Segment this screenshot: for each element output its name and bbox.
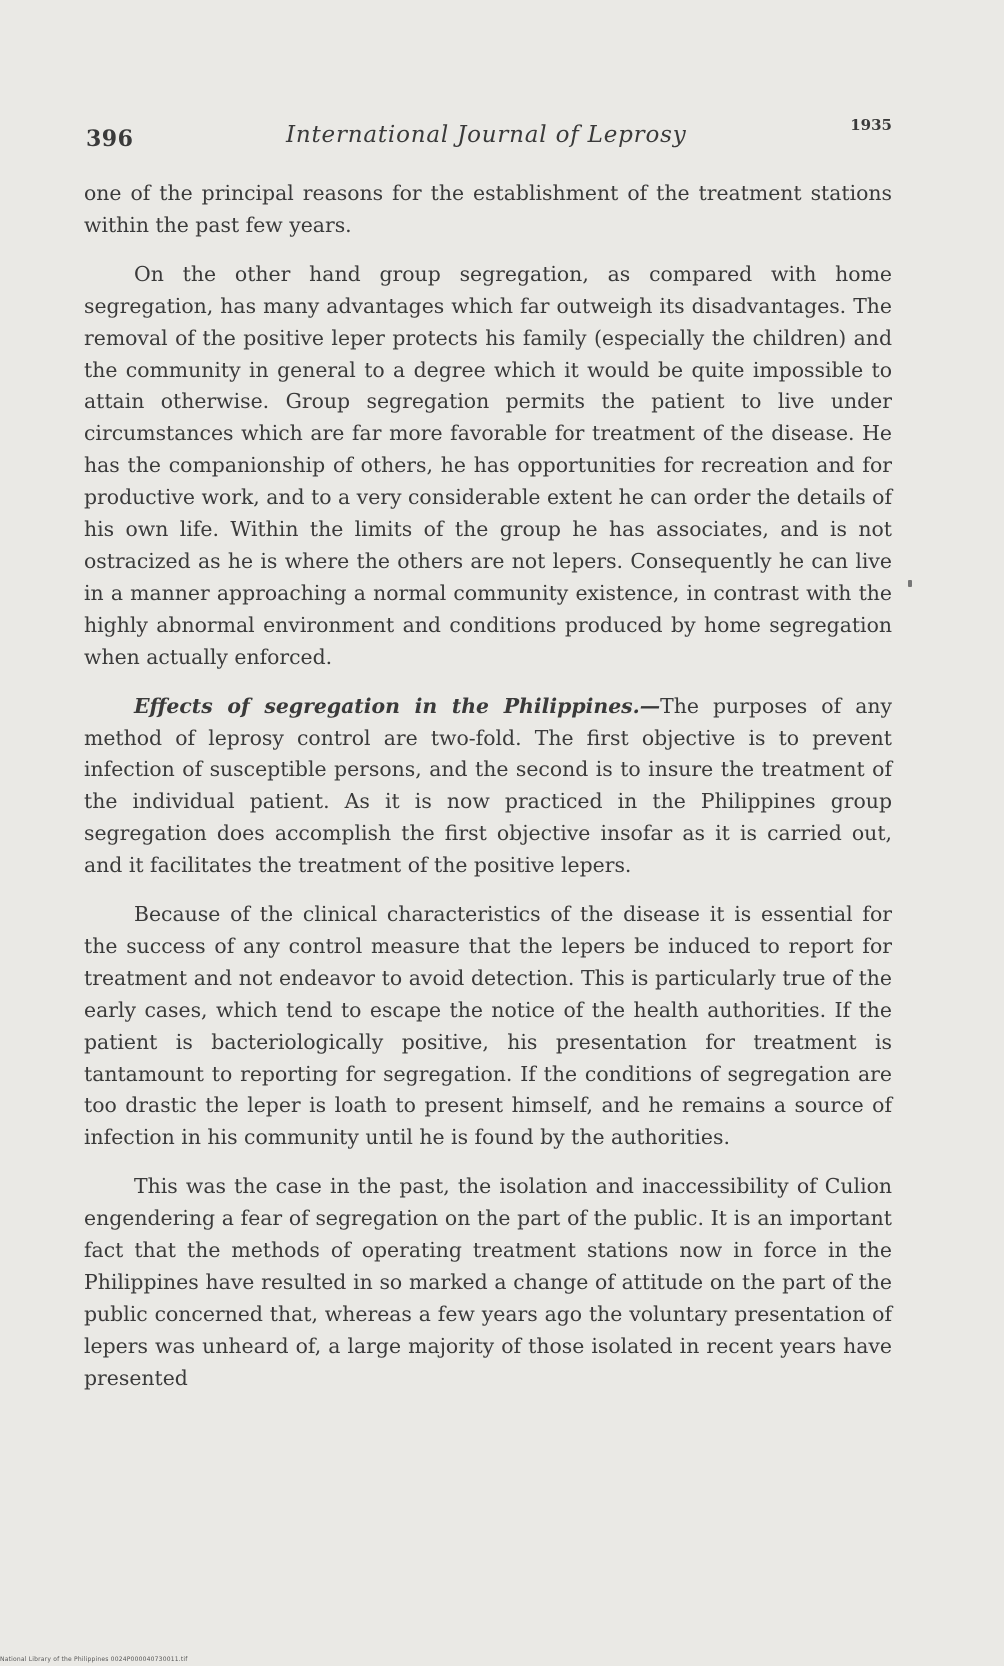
journal-title: International Journal of Leprosy: [286, 122, 687, 148]
paragraph-5: This was the case in the past, the isolation and inaccessibility of Culion engendering a fear of segregation on the part of the public. It is an important fact that the methods of operating treatment stations now in force in the Philippines have resulted in so marked a change of attitude on the part of the public concerned that, whereas a few years ago the voluntary presentation of lepers was unheard of, a large majority of those isolated in recent years have presented: [84, 1174, 892, 1390]
scan-footer: National Library of the Philippines 0024P000040730011.tif: [0, 1656, 188, 1663]
scan-speck-mark: [908, 580, 912, 587]
page-header: [86, 116, 892, 156]
paragraph-1: one of the principal reasons for the establishment of the treatment stations within the past few years.: [84, 181, 892, 237]
paragraph-2: On the other hand group segregation, as compared with home segregation, has many advantages which far outweigh its disadvantages. The removal of the positive leper protects his family (especially the children) and the community in general to a degree which it would be quite impossible to attain otherwise. Group segregation permits the patient to live under circumstances which are far more favorable for treatment of the disease. He has the companionship of others, he has opportunities for recreation and for productive work, and to a very considerable extent he can order the details of his own life. Within the limits of the group he has associates, and is not ostracized as he is where the others are not lepers. Consequently he can live in a manner approaching a normal community existence, in contrast with the highly abnormal environment and conditions produced by home segregation when actually enforced.: [84, 261, 893, 669]
page-number: 396: [86, 126, 134, 152]
article-body: [84, 178, 892, 1412]
paragraph-3: [84, 691, 892, 882]
year: 1935: [850, 116, 892, 134]
section-heading: Effects of segregation in the Philippines.—: [134, 693, 661, 718]
paragraph-3-text: The purposes of any method of leprosy control are two-fold. The first objective is to prevent infection of susceptible persons, and the second is to insure the treatment of the individual patient. As it is now practiced in the Philippines group segregation does accomplish the first objective insofar as it is carried out, and it facilitates the treatment of the positive lepers.: [84, 693, 892, 878]
paragraph-4: Because of the clinical characteristics of the disease it is essential for the success of any control measure that the lepers be induced to report for treatment and not endeavor to avoid detection. This is particularly true of the early cases, which tend to escape the notice of the health authorities. If the patient is bacteriologically positive, his presentation for treatment is tantamount to reporting for segregation. If the conditions of segregation are too drastic the leper is loath to present himself, and he remains a source of infection in his community until he is found by the authorities.: [84, 902, 892, 1150]
